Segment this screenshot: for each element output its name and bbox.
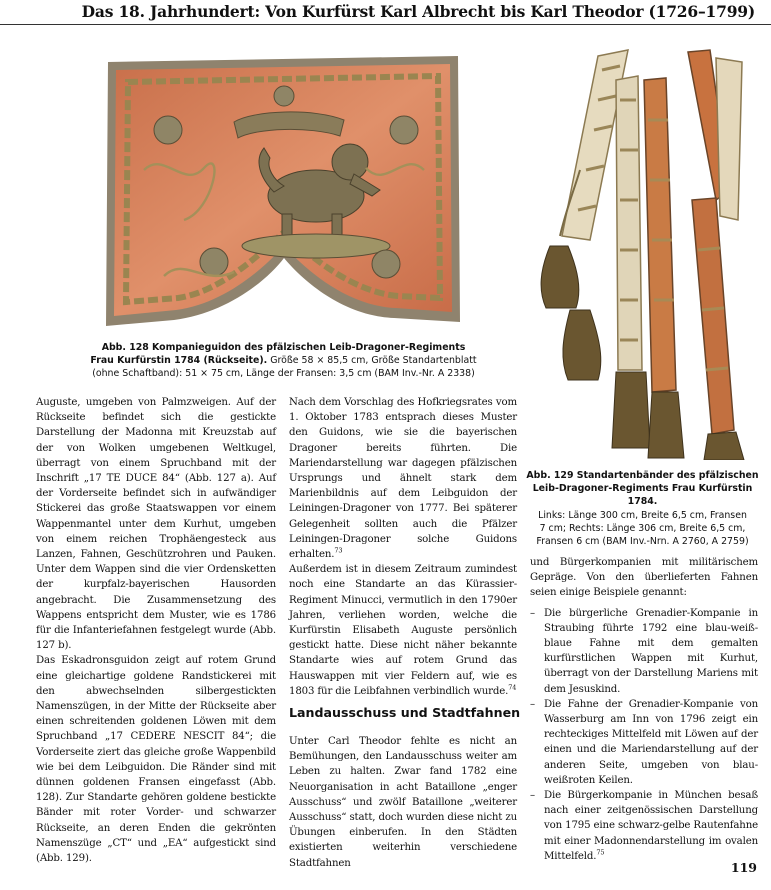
figure-128-guidon-image [104,50,462,332]
col3-paragraph-1: und Bürgerkompanien mit militärischem Gepräge. Von den überlieferten Fahnen seien einige Beispiele genannt: [530,557,758,599]
fig128-caption-line-2: (ohne Schaftband): 51 × 75 cm, Länge der Fransen: 3,5 cm (BAM Inv.-Nr. A 2338) [92,368,475,380]
header-rule [0,24,771,25]
list-item: – Die bürgerliche Grenadier-Kompanie in Straubing führte 1792 eine blau-weiß-blaue Fahne mit dem gemalten kurfürstlichen Wappen mit Kurhut, überragt von der Darstellung Mariens mit dem Jesuskind. [530,606,758,697]
col1-paragraph-1: Auguste, umgeben von Palmzweigen. Auf der Rückseite befindet sich die gestickte Darstellung der Madonna mit Kreuzstab auf der von Wolken umgebenen Weltkugel, überragt von einem Spruchband mit der Inschrift „17 TE DUCE 84“ (Abb. 127 a). Auf der Vorderseite befindet sich in aufwändiger Stickerei das große Staatswappen vor einem Wappenmantel unter dem Kurhut, umgeben von einem reichen Trophäengesteck aus Lanzen, Fahnen, Geschützrohren und Pauken. Unter dem Wappen sind die vier Ordensketten der kurpfalz-bayerischen Hausorden angebracht. Die Zusammensetzung des Wappens entspricht dem Muster, wie es 1786 für die Infanteriefahnen festgelegt wurde (Abb. 127 b). [36,397,276,652]
running-header-title: Das 18. Jahrhundert: Von Kurfürst Karl Albrecht bis Karl Theodor (1726–1799) [81,2,755,21]
list-item: – Die Fahne der Grenadier-Kompanie von Wasserburg am Inn von 1796 zeigt ein rechteckiges Mittelfeld mit Löwen auf der einen und die Mariendarstellung auf der anderen Seite, umgeben von blau-weißroten Keilen. [530,697,758,788]
figure-129-ribbons-image [520,40,760,460]
flag-examples-list [530,606,758,864]
fig128-caption-bold-2: Frau Kurfürstin 1784 (Rückseite). [90,355,268,367]
figure-128-caption [86,341,481,381]
page-number: 119 [730,860,757,875]
fig128-caption-rest-1: Größe 58 × 85,5 cm, Größe Standartenblatt [267,355,477,367]
col2-paragraph-3: Unter Carl Theodor fehlte es nicht an Bemühungen, den Landausschuss weiter am Leben zu halten. Zwar fand 1782 eine Neuorganisation in acht Bataillone „enger Ausschuss“ und zwölf Bataillone „weiterer Ausschuss“ statt, doch wurden diese nicht zu Übungen einberufen. In den Städten existierten weiterhin verschiedene Stadtfahnen [289,736,517,869]
fig129-caption-line-5: Fransen 6 cm (BAM Inv.-Nrn. A 2760, A 2759) [536,536,749,548]
list-item [530,788,758,864]
running-header [0,0,771,26]
col2-paragraph-2-text: Außerdem ist in diesem Zeitraum zumindest noch eine Standarte an das Kürassier-Regiment Minucci, vermutlich in den 1790er Jahren, verliehen worden, welche die Kurfürstin Elisabeth Auguste persönlich gestickt hatte. Diese nicht näher bekannte Standarte wies auf rotem Grund das Hauswappen mit vier Feldern auf, wie es 1803 für die Leibfahnen verbindlich wurde. [289,564,517,697]
fig128-caption-bold-1: Abb. 128 Kompanieguidon des pfälzischen Leib-Dragoner-Regiments [101,342,466,353]
col2-paragraph-2 [289,562,517,699]
footnote-ref-74: 74 [508,683,517,692]
col2-paragraph-1-text: Nach dem Vorschlag des Hofkriegsrates vom 1. Oktober 1783 entsprach dieses Muster den Guidons, wie sie die bayerischen Dragoner bereits führten. Die Mariendarstellung war dagegen pfälzischen Ursprungs und ähnelt stark dem Marienbildnis auf dem Leibguidon der Leiningen-Dragoner von 1777. Bei späterer Gelegenheit sollten auch die Pfälzer Leiningen-Dragoner solche Guidons erhalten. [289,397,517,561]
fig129-caption-bold-1: Abb. 129 Standartenbänder des pfälzischen [526,470,759,481]
fig129-caption-bold-2: Leib-Dragoner-Regiments Frau Kurfürstin 1784. [532,483,753,508]
text-column-2-continued [289,734,517,871]
guidon-lion-icon [104,50,462,332]
fig129-caption-line-4: 7 cm; Rechts: Länge 306 cm, Breite 6,5 cm, [539,522,746,534]
col2-paragraph-1 [289,395,517,562]
standard-ribbons-icon [520,40,760,460]
section-heading: Landausschuss und Stadtfahnen [289,705,521,720]
footnote-ref-75: 75 [596,848,605,857]
footnote-ref-73: 73 [334,546,343,555]
text-column-3 [530,555,758,864]
fig129-caption-line-3: Links: Länge 300 cm, Breite 6,5 cm, Fransen [538,509,747,521]
figure-129-caption [520,469,765,548]
text-column-1 [36,395,276,866]
text-column-2 [289,395,517,699]
list-item-text: Die Bürgerkompanie in München besaß nach einer zeitgenössischen Darstellung von 1795 eine schwarz-gelbe Rautenfahne mit einer Madonnendarstellung im ovalen Mittelfeld. [544,790,758,862]
col1-paragraph-2: Das Eskadronsguidon zeigt auf rotem Grund eine gleichartige goldene Randstickerei mit den abwechselnden silbergestickten Namenszügen, in der Mitte der Rückseite aber einen schreitenden goldenen Löwen mit dem Spruchband „17 CEDERE NESCIT 84“; die Vorderseite ziert das gleiche große Wappenbild wie bei dem Leibguidon. Die Ränder sind mit dünnen goldenen Fransen eingefasst (Abb. 128). Zur Standarte gehören goldene bestickte Bänder mit roter Vorder- und schwarzer Rückseite, an deren Enden die gekrönten Namenszüge „CT“ und „EA“ aufgestickt sind (Abb. 129). [36,655,276,865]
